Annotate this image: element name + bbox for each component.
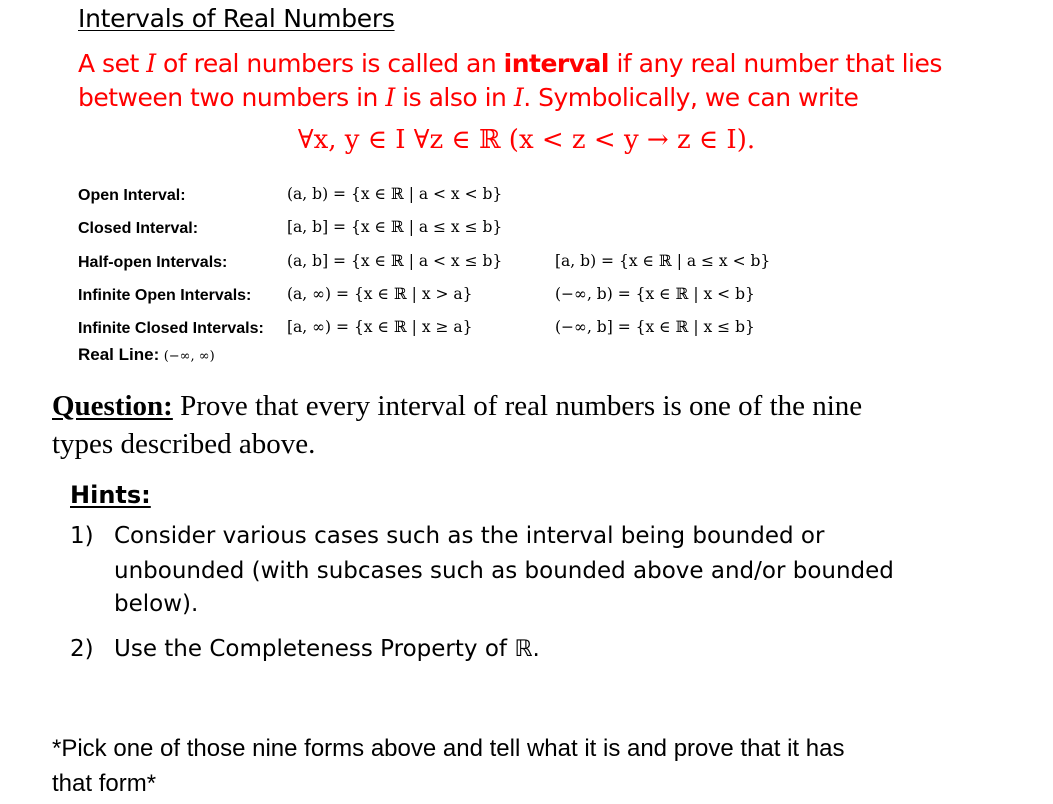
hints-heading: Hints:	[70, 481, 151, 509]
infinite-closed-label: Infinite Closed Intervals:	[78, 320, 264, 337]
closed-interval-label: Closed Interval:	[78, 220, 199, 237]
hint-1-line-1: Consider various cases such as the interval being bounded or	[114, 523, 825, 549]
infinite-open-expr-2: (−∞, b) = {x ∈ ℝ | x < b}	[555, 285, 755, 303]
open-interval-expr: (a, b) = {x ∈ ℝ | a < x < b}	[287, 185, 503, 203]
definition-text: of real numbers is called an	[155, 49, 504, 78]
instruction-line-2: that form*	[52, 770, 157, 797]
set-variable: I	[385, 83, 395, 112]
infinite-closed-expr-2: (−∞, b] = {x ∈ ℝ | x ≤ b}	[555, 318, 755, 336]
definition-line-2	[78, 83, 858, 112]
half-open-label: Half-open Intervals:	[78, 254, 228, 271]
real-line-row	[78, 345, 215, 365]
set-variable: I	[513, 83, 524, 112]
definition-text: is also in	[394, 83, 514, 112]
closed-interval-expr: [a, b] = {x ∈ ℝ | a ≤ x ≤ b}	[287, 218, 503, 236]
definition-text: between two numbers in	[78, 83, 386, 112]
hint-1-line-2: unbounded (with subcases such as bounded above and/or bounded	[114, 558, 894, 584]
hint-1-number: 1)	[70, 523, 94, 549]
question-line-1	[52, 390, 862, 423]
real-line-label: Real Line:	[78, 345, 160, 364]
question-label: Question:	[52, 390, 173, 422]
instruction-line-1: *Pick one of those nine forms above and tell what it is and prove that it has	[52, 735, 845, 762]
set-variable: I	[146, 49, 156, 78]
interval-term: interval	[503, 49, 609, 78]
definition-text: . Symbolically, we can write	[523, 83, 859, 112]
hint-2-line-1: Use the Completeness Property of ℝ.	[114, 636, 540, 662]
definition-line-1	[78, 49, 942, 78]
question-text: Prove that every interval of real numbers is one of the nine	[172, 390, 863, 422]
real-line-expr: (−∞, ∞)	[163, 349, 215, 364]
symbolic-definition: ∀x, y ∈ I ∀z ∈ ℝ (x < z < y → z ∈ I).	[297, 125, 756, 155]
infinite-closed-expr-1: [a, ∞) = {x ∈ ℝ | x ≥ a}	[287, 318, 473, 336]
definition-text: A set	[78, 49, 147, 78]
page-title: Intervals of Real Numbers	[78, 4, 395, 33]
open-interval-label: Open Interval:	[78, 187, 186, 204]
hint-1-line-3: below).	[114, 591, 199, 617]
infinite-open-expr-1: (a, ∞) = {x ∈ ℝ | x > a}	[287, 285, 473, 303]
definition-text: if any real number that lies	[609, 49, 942, 78]
half-open-expr-2: [a, b) = {x ∈ ℝ | a ≤ x < b}	[555, 252, 771, 270]
half-open-expr-1: (a, b] = {x ∈ ℝ | a < x ≤ b}	[287, 252, 503, 270]
question-line-2: types described above.	[52, 428, 316, 460]
hint-2-number: 2)	[70, 636, 94, 662]
infinite-open-label: Infinite Open Intervals:	[78, 287, 252, 304]
